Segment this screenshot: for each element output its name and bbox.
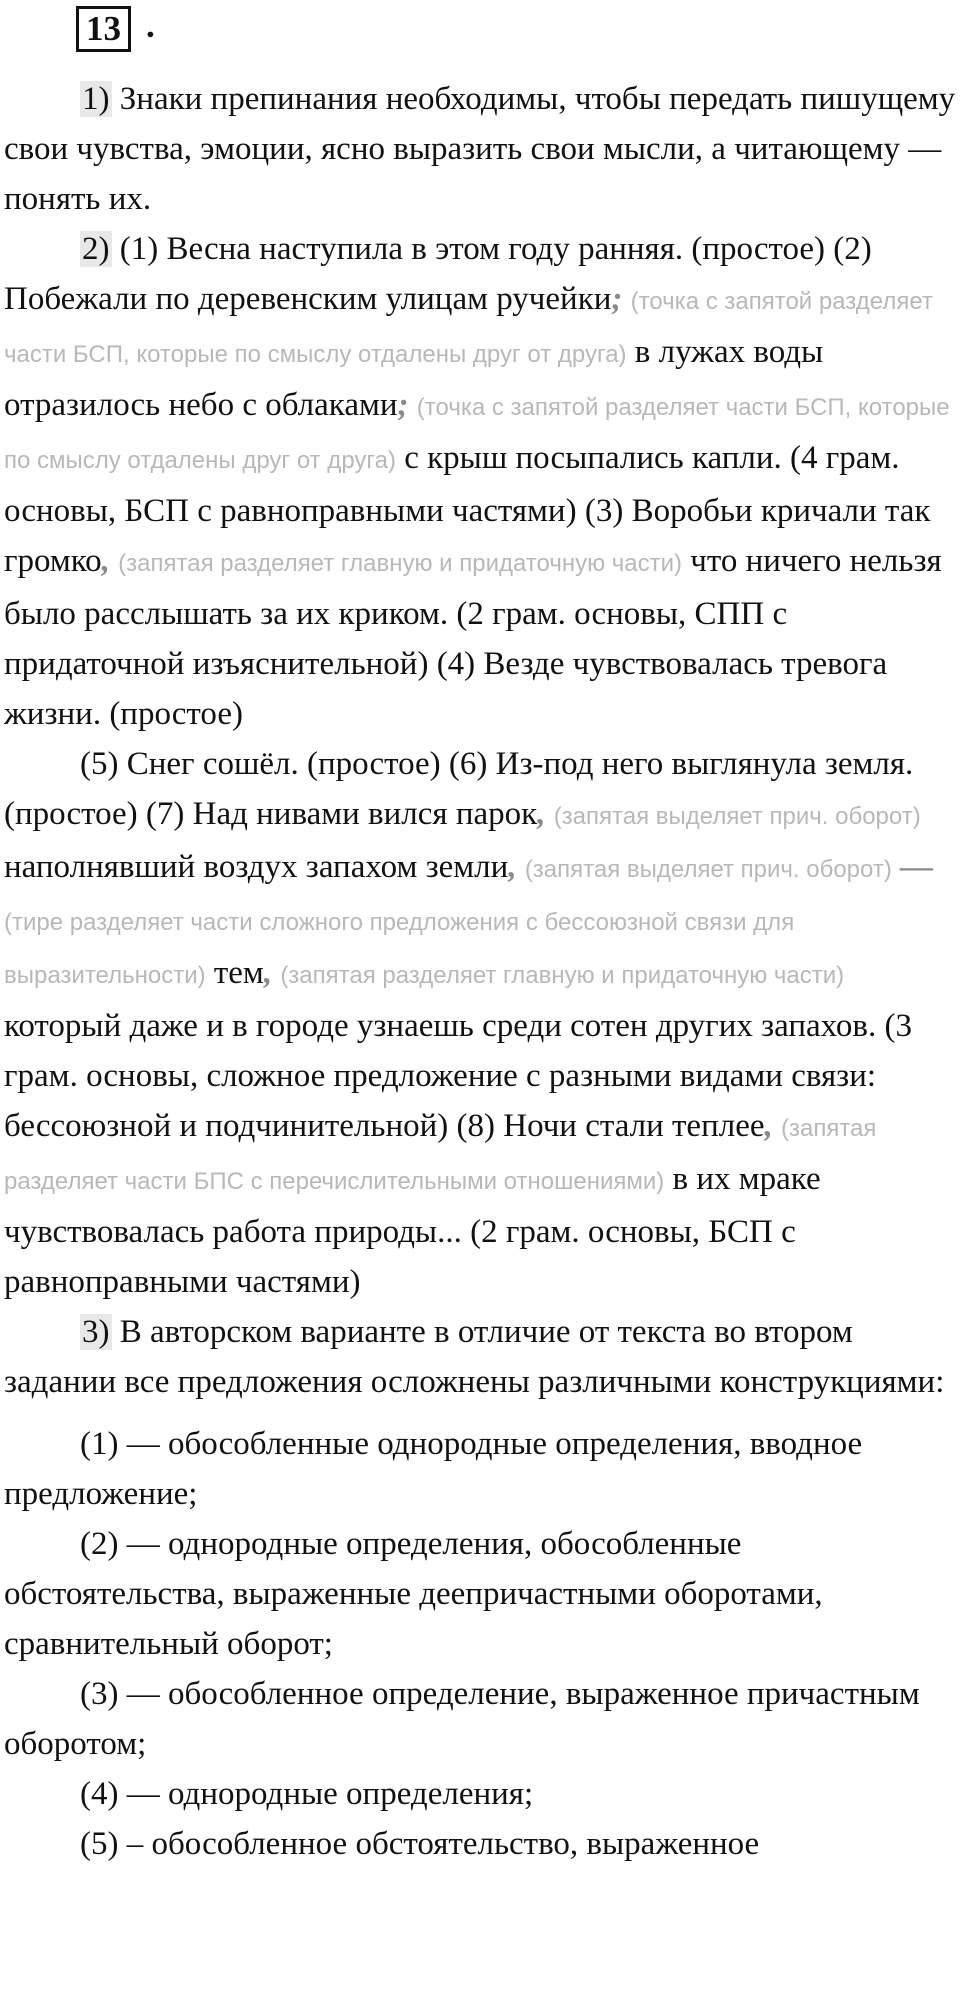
sentence-text: наполнявший воздух запахом земли: [4, 849, 509, 885]
punctuation-mark: ,: [764, 1108, 773, 1144]
punctuation-mark: ;: [397, 387, 409, 423]
punctuation-comment: (точка с запятой разделяет части БСП, которые по смыслу отдалены друг от друга): [4, 288, 933, 368]
punctuation-mark: ,: [537, 796, 546, 832]
punctuation-comment: (тире разделяет части сложного предложения с бессоюзной связи для выразительности): [4, 909, 795, 989]
punctuation-mark: ;: [611, 281, 623, 317]
task-number: 13: [76, 6, 131, 52]
sentence-text: что ничего нельзя было расслышать за их криком. (2 грам. основы, СПП с придаточной изъяснительной) (4) Везде чувствовалась тревога жизни. (простое): [4, 543, 942, 732]
answer-text: [4, 74, 956, 1869]
punctuation-comment: (запятая разделяет главную и придаточную части): [280, 962, 845, 989]
list-item: (1) — обособленные однородные определения, вводное предложение;: [4, 1426, 863, 1512]
punctuation-comment: (запятая выделяет прич. оборот): [553, 803, 921, 830]
paragraph-2-text: (1) Весна наступила в этом году ранняя. (простое) (2) Побежали по деревенским улицам ручейки: [4, 231, 872, 317]
item-marker-3: 3): [82, 1314, 110, 1350]
task-number-dot: .: [146, 6, 155, 45]
punctuation-mark: ,: [263, 955, 273, 991]
sentence-text: (5) Снег сошёл. (простое) (6) Из-под него выглянула земля. (простое) (7) Над нивами вился парок: [4, 746, 914, 832]
list-item: (5) – обособленное обстоятельство, выраженное: [80, 1826, 760, 1862]
punctuation-comment: (запятая разделяет части БПС с перечислительными отношениями): [4, 1115, 877, 1195]
paragraph-4-text: В авторском варианте в отличие от текста во втором задании все предложения осложнены различными конструкциями:: [4, 1314, 945, 1400]
item-marker-1: 1): [82, 81, 110, 117]
sentence-text: тем: [205, 955, 264, 991]
paragraph-1-text: Знаки препинания необходимы, чтобы передать пишущему свои чувства, эмоции, ясно выразить свои мысли, а читающему — понять их.: [4, 81, 956, 217]
punctuation-comment: (запятая выделяет прич. оборот): [524, 856, 892, 883]
list-item: (2) — однородные определения, обособленные обстоятельства, выраженные деепричастными оборотами, сравнительный оборот;: [4, 1526, 823, 1662]
punctuation-mark: —: [900, 849, 934, 885]
paragraph-2: [4, 224, 956, 739]
item-marker-2: 2): [82, 231, 110, 267]
punctuation-comment: (запятая разделяет главную и придаточную части): [118, 550, 683, 577]
paragraph-3: [4, 739, 956, 1307]
punctuation-mark: ,: [101, 543, 110, 579]
sentence-text: который даже и в городе узнаешь среди сотен других запахов. (3 грам. основы, сложное предложение с разными видами связи: бессоюзной и подчинительной) (8) Ночи стали теплее: [4, 1008, 912, 1144]
sentence-text: с крыш посыпались капли. (4 грам. основы, БСП с равноправными частями) (3) Воробьи кричали так громко: [4, 440, 931, 579]
sentence-text: в лужах воды отразилось небо с облаками: [4, 334, 824, 423]
punctuation-comment: (точка с запятой разделяет части БСП, которые по смыслу отдалены друг от друга): [4, 394, 950, 474]
list-item: (4) — однородные определения;: [80, 1776, 534, 1812]
sentence-text: в их мраке чувствовалась работа природы... (2 грам. основы, БСП с равноправными частями): [4, 1161, 821, 1300]
paragraph-1: [4, 74, 956, 224]
punctuation-mark: ,: [508, 849, 517, 885]
paragraph-4: [4, 1307, 956, 1407]
list-item: (3) — обособленное определение, выраженное причастным оборотом;: [4, 1676, 920, 1762]
